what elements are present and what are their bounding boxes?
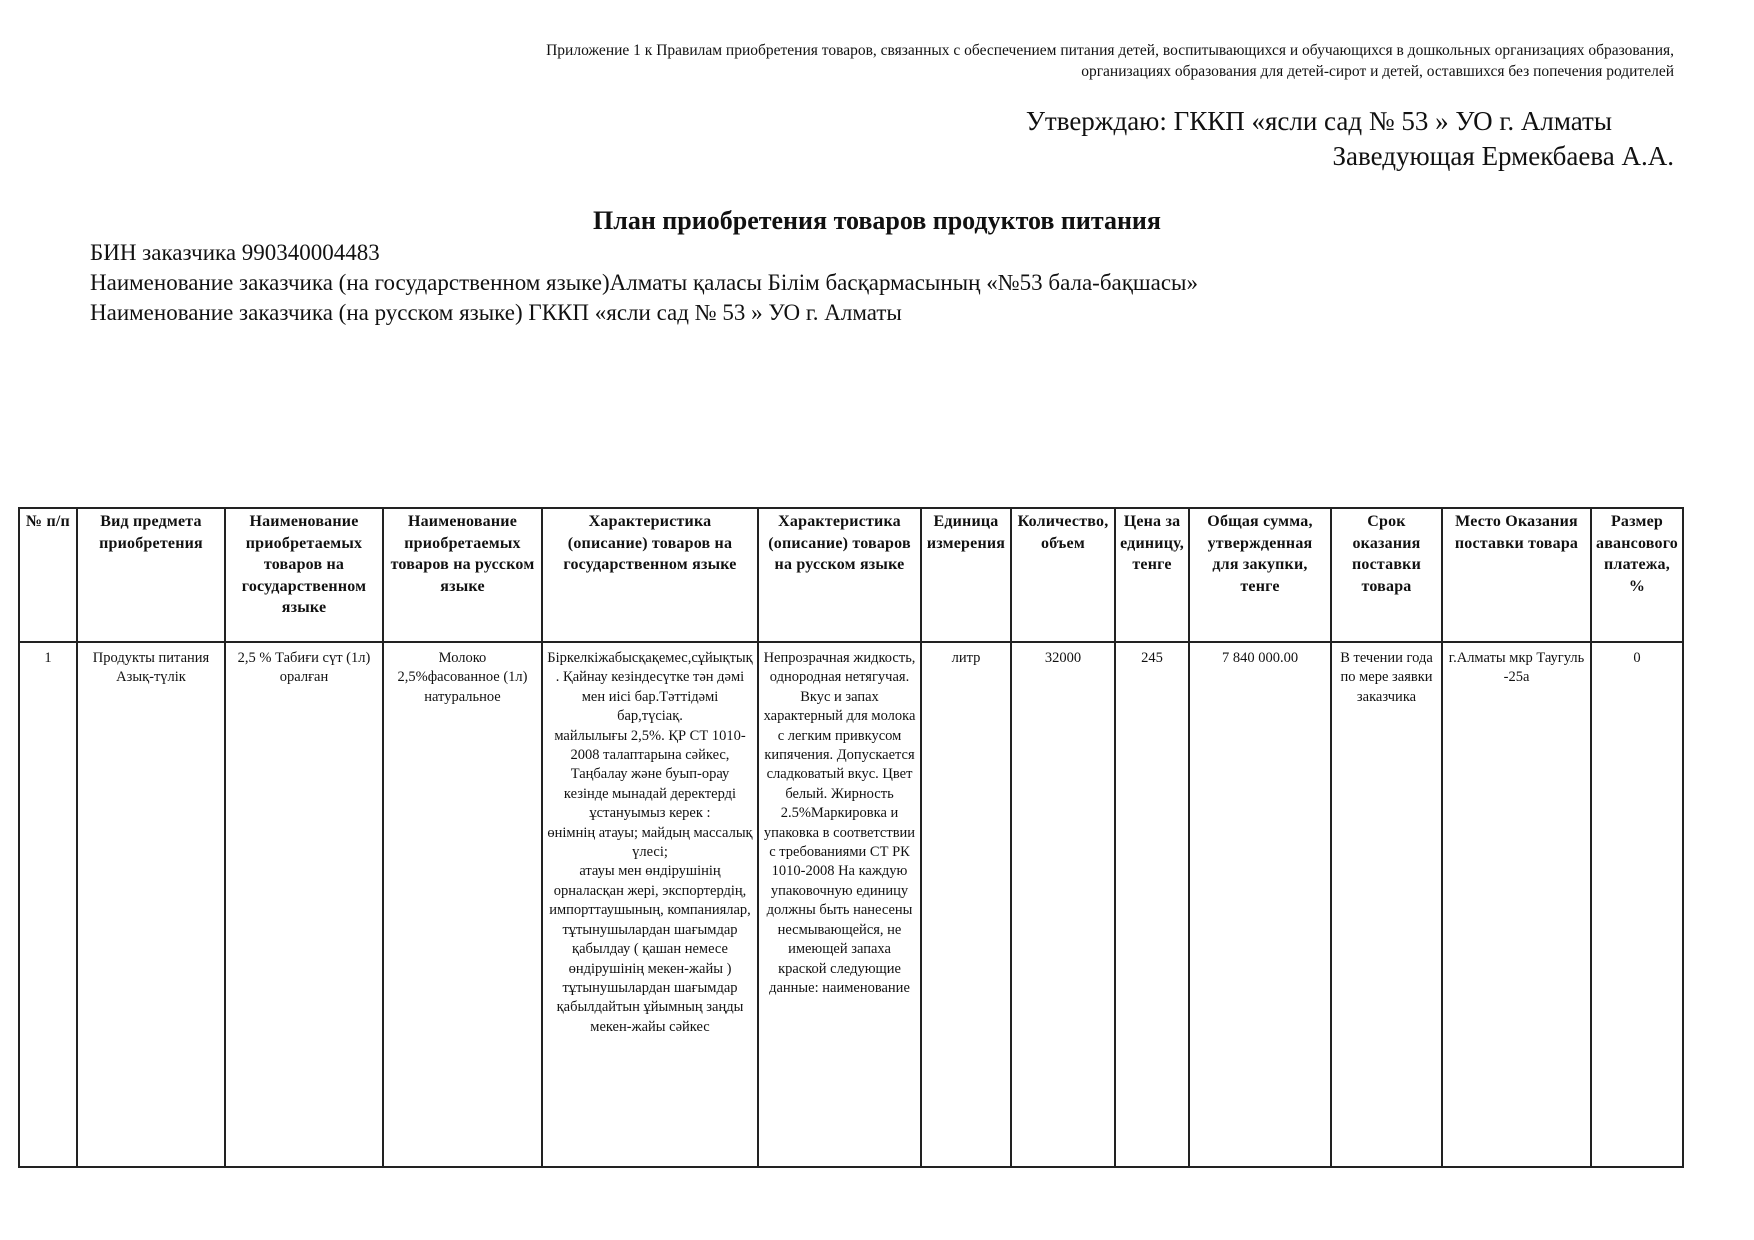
column-header: Вид предмета приобретения	[77, 508, 225, 642]
procurement-table	[18, 507, 1684, 1168]
cell-total: 7 840 000.00	[1189, 642, 1331, 1167]
column-header: Единица измерения	[921, 508, 1011, 642]
column-header: Количество, объем	[1011, 508, 1115, 642]
cell-description-russian: Непрозрачная жидкость, однородная нетягучая. Вкус и запах характерный для молока с легким привкусом кипячения. Допускается сладковатый вкус. Цвет белый. Жирность 2.5%Маркировка и упаковка в соответствии с требованиями СТ РК 1010-2008 На каждую упаковочную единицу должны быть нанесены несмывающейся, не имеющей запаха краской следующие данные: наименование	[763, 650, 916, 996]
column-header: Наименование приобретаемых товаров на русском языке	[383, 508, 542, 642]
cell-description-state: Біркелкіжабысқақемес,сұйықтық. Қайнау кезіндесүтке тән дәмі мен иісі бар.Тәттідәмі бар,түсіақ. майлылығы 2,5%. ҚР СТ 1010-2008 талаптарына сәйкес, Таңбалау және буып-орау кезінде мынадай деректерді ұстануымыз керек : өнімнің атауы; майдың массалық үлесі; атауы мен өндірушінің орналасқан жері, экспортердің, импорттаушының, компаниялар, тұтынушылардан шағымдар қабылдау ( қашан немесе өндірушінің мекен-жайы ) тұтынушылардан шағымдар қабылдайтын ұйымның заңды мекен-жайы сәйкес	[547, 650, 753, 1035]
cell-description-russian-wrapper	[758, 642, 921, 1167]
cell-advance: 0	[1591, 642, 1683, 1167]
column-header: № п/п	[19, 508, 77, 642]
cell-name-state: 2,5 % Табиғи сүт (1л) оралған	[225, 642, 383, 1167]
column-header: Место Оказания поставки товара	[1442, 508, 1591, 642]
column-header: Цена за единицу, тенге	[1115, 508, 1189, 642]
cell-type: Продукты питания Азық-түлік	[77, 642, 225, 1167]
appendix-line-1: Приложение 1 к Правилам приобретения товаров, связанных с обеспечением питания детей, воспитывающихся и обучающихся в дошкольных организациях образования,	[546, 42, 1674, 59]
appendix-note	[114, 40, 1674, 82]
customer-name-state: Наименование заказчика (на государственном языке)Алматы қаласы Білім басқармасының «№53 бала-бақшасы»	[90, 270, 1199, 295]
customer-info	[90, 238, 1590, 328]
customer-bin: БИН заказчика 990340004483	[90, 240, 380, 265]
cell-quantity: 32000	[1011, 642, 1115, 1167]
column-header: Характеристика (описание) товаров на государственном языке	[542, 508, 758, 642]
cell-place: г.Алматы мкр Таугуль -25а	[1442, 642, 1591, 1167]
cell-description-state-wrapper	[542, 642, 758, 1167]
cell-unit: литр	[921, 642, 1011, 1167]
table-row	[19, 642, 1683, 1167]
column-header: Срок оказания поставки товара	[1331, 508, 1442, 642]
column-header: Характеристика (описание) товаров на русском языке	[758, 508, 921, 642]
table-header-row	[19, 508, 1683, 642]
cell-name-russian: Молоко 2,5%фасованное (1л) натуральное	[383, 642, 542, 1167]
document-title: План приобретения товаров продуктов питания	[593, 206, 1161, 235]
approval-line-1: Утверждаю: ГККП «ясли сад № 53 » УО г. Алматы	[1025, 106, 1612, 136]
cell-number: 1	[19, 642, 77, 1167]
appendix-line-2: организациях образования для детей-сирот и детей, оставшихся без попечения родителей	[1081, 63, 1674, 80]
cell-term: В течении года по мере заявки заказчика	[1331, 642, 1442, 1167]
approval-line-2: Заведующая Ермекбаева А.А.	[1332, 141, 1674, 171]
column-header: Общая сумма, утвержденная для закупки, тенге	[1189, 508, 1331, 642]
approval-block	[774, 104, 1674, 174]
cell-price: 245	[1115, 642, 1189, 1167]
column-header: Размер авансового платежа, %	[1591, 508, 1683, 642]
column-header: Наименование приобретаемых товаров на государственном языке	[225, 508, 383, 642]
customer-name-russian: Наименование заказчика (на русском языке) ГККП «ясли сад № 53 » УО г. Алматы	[90, 300, 902, 325]
